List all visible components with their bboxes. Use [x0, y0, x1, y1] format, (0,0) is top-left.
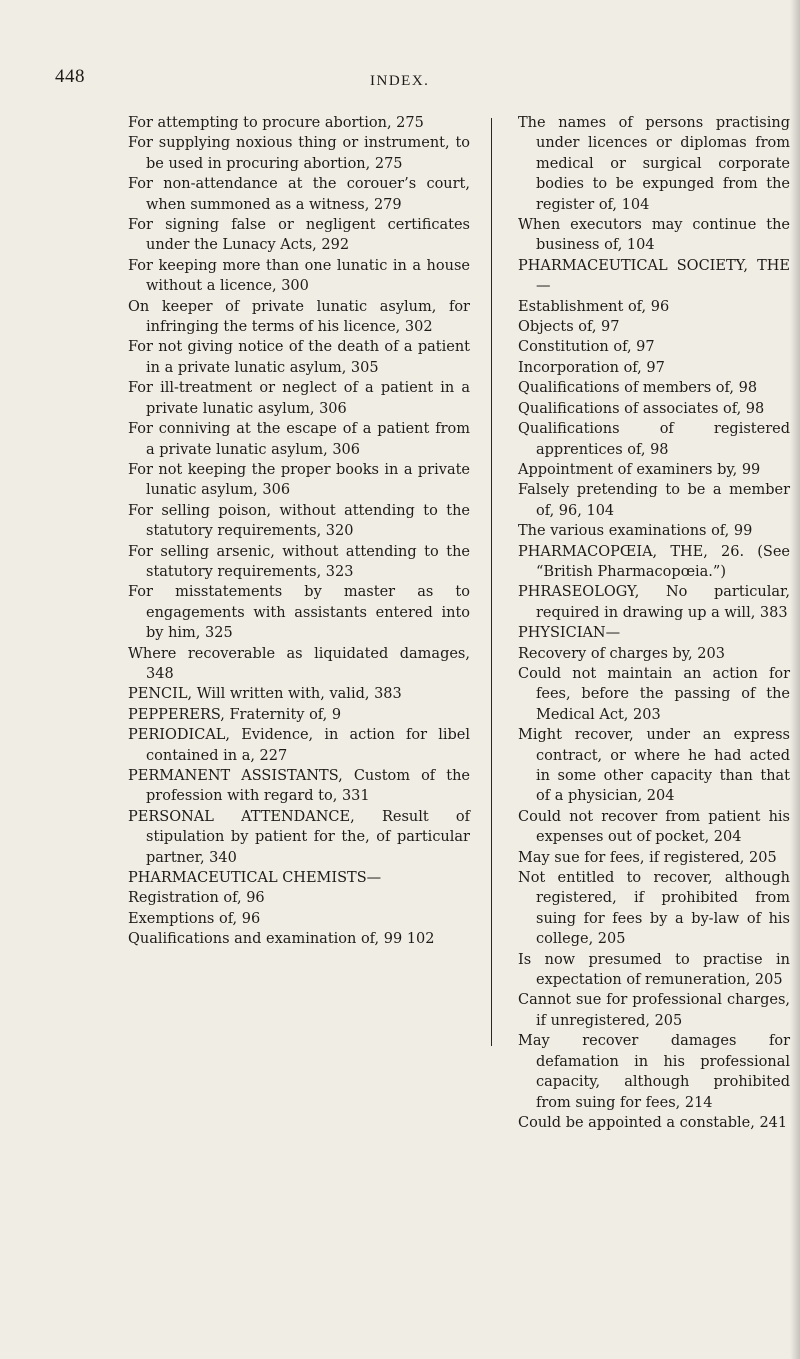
index-sub-entry: For conniving at the escape of a patient from a private lunatic asylum, 306	[128, 421, 470, 458]
index-sub-entry: Establishment of, 96	[518, 298, 670, 315]
index-sub-entry: Appointment of examiners by, 99	[518, 461, 761, 478]
index-sub-entry: The various examinations of, 99	[518, 523, 753, 540]
index-sub-entry: Could not recover from patient his expenses out of pocket, 204	[518, 808, 790, 846]
index-sub-entry: For non-attendance at the corouer’s court, when summoned as a witness, 279	[128, 176, 470, 213]
index-heading-entry: PHARMACEUTICAL SOCIETY, THE—	[518, 257, 790, 295]
index-sub-entry: On keeper of private lunatic asylum, for infringing the terms of his licence, 302	[128, 298, 470, 336]
index-sub-entry: For keeping more than one lunatic in a house without a licence, 300	[128, 257, 470, 295]
index-heading-entry: PEPPERERS, Fraternity of, 9	[128, 706, 342, 723]
index-sub-entry: When executors may continue the business of, 104	[518, 217, 790, 254]
index-heading-entry: PERMANENT ASSISTANTS, Custom of the profession with regard to, 331	[128, 768, 470, 805]
index-heading-entry: PERSONAL ATTENDANCE, Result of stipulation by patient for the, of particular partner, 340	[128, 808, 470, 866]
index-sub-entry: For signing false or negligent certificates under the Lunacy Acts, 292	[128, 217, 470, 254]
index-sub-entry: Objects of, 97	[518, 319, 620, 336]
index-sub-entry: Could not maintain an action for fees, before the passing of the Medical Act, 203	[518, 665, 790, 723]
index-sub-entry: Could be appointed a constable, 241	[518, 1114, 788, 1131]
index-sub-entry: Recovery of charges by, 203	[518, 645, 725, 662]
index-column-left	[128, 113, 470, 950]
index-sub-entry: Is now presumed to practise in expectation of remuneration, 205	[518, 951, 790, 989]
index-sub-entry: Qualifications of associates of, 98	[518, 400, 765, 417]
index-heading-entry: PERIODICAL, Evidence, in action for libel contained in a, 227	[128, 727, 470, 764]
index-sub-entry: For supplying noxious thing or instrument, to be used in procuring abortion, 275	[128, 135, 470, 172]
index-sub-entry: For attempting to procure abortion, 275	[128, 115, 424, 131]
index-sub-entry: Constitution of, 97	[518, 339, 655, 356]
index-sub-entry: For selling poison, without attending to the statutory requirements, 320	[128, 502, 470, 540]
index-heading-entry: PHYSICIAN—	[518, 625, 621, 642]
index-sub-entry: For selling arsenic, without attending to the statutory requirements, 323	[128, 543, 470, 580]
index-sub-entry: Where recoverable as liquidated damages, 348	[128, 645, 470, 682]
index-sub-entry: For not giving notice of the death of a patient in a private lunatic asylum, 305	[128, 339, 470, 376]
index-sub-entry: Qualifications of registered apprentices of, 98	[518, 421, 790, 458]
index-sub-entry: Qualifications of members of, 98	[518, 380, 758, 397]
column-divider	[491, 118, 492, 1046]
index-sub-entry: Might recover, under an express contract, or where he had acted in some other capacity than that of a physician, 204	[518, 727, 790, 805]
page-edge-shadow	[790, 0, 800, 1359]
index-sub-entry: Falsely pretending to be a member of, 96, 104	[518, 482, 790, 519]
index-sub-entry: For misstatements by master as to engagements with assistants entered into by him, 325	[128, 584, 470, 642]
index-sub-entry: Cannot sue for professional charges, if unregistered, 205	[518, 992, 790, 1029]
index-heading-entry: PHARMACOPŒIA, THE, 26. (See “British Pharmacopœia.”)	[518, 543, 790, 580]
index-sub-entry: Exemptions of, 96	[128, 910, 261, 927]
index-sub-entry: Not entitled to recover, although registered, if prohibited from suing for fees by a by-law of his college, 205	[518, 870, 790, 948]
index-column-right	[518, 113, 790, 1133]
page-number: 448	[55, 66, 85, 87]
index-heading-entry: PHARMACEUTICAL CHEMISTS—	[128, 870, 382, 887]
index-sub-entry: Qualifications and examination of, 99 102	[128, 931, 435, 948]
running-head: INDEX.	[370, 73, 430, 89]
index-heading-entry: PENCIL, Will written with, valid, 383	[128, 686, 402, 703]
index-sub-entry: May sue for fees, if registered, 205	[518, 849, 777, 866]
index-sub-entry: May recover damages for defamation in his professional capacity, although prohibited from suing for fees, 214	[518, 1033, 790, 1111]
index-sub-entry: Registration of, 96	[128, 890, 265, 907]
index-sub-entry: Incorporation of, 97	[518, 359, 665, 376]
index-sub-entry: For not keeping the proper books in a private lunatic asylum, 306	[128, 461, 470, 499]
index-heading-entry: PHRASEOLOGY, No particular, required in drawing up a will, 383	[518, 584, 790, 621]
index-sub-entry: The names of persons practising under licences or diplomas from medical or surgical corporate bodies to be expunged from the register of, 104	[518, 115, 790, 213]
index-sub-entry: For ill-treatment or neglect of a patient in a private lunatic asylum, 306	[128, 380, 470, 417]
